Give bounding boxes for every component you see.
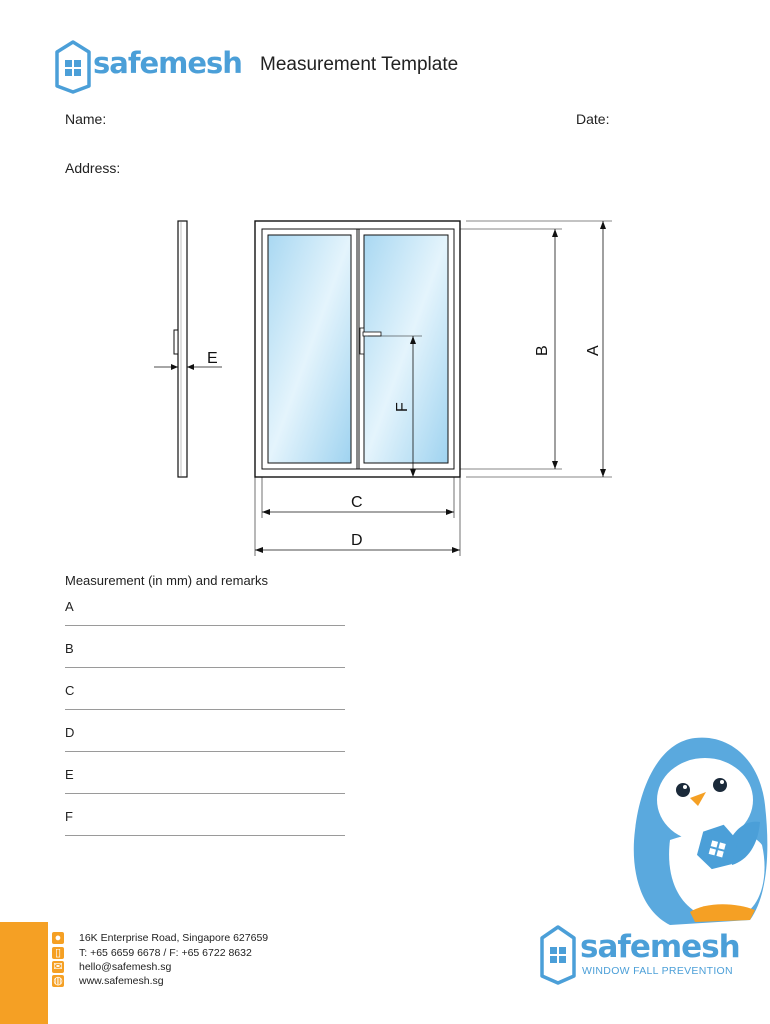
logo-text: safemesh [93, 46, 242, 80]
name-label: Name: [65, 111, 107, 127]
phone-icon: ▯ [52, 947, 64, 959]
page-title: Measurement Template [260, 54, 459, 75]
footer-accent-bar [0, 922, 48, 1024]
address-label: Address: [65, 160, 121, 176]
measurement-line-f[interactable] [65, 835, 345, 836]
measurement-heading: Measurement (in mm) and remarks [65, 573, 268, 588]
label-a: A [585, 345, 602, 356]
footer-logo [540, 925, 755, 990]
measurement-label-b: B [65, 641, 74, 656]
measurement-label-d: D [65, 725, 75, 740]
globe-icon: ◍ [53, 975, 63, 987]
measurement-label-e: E [65, 767, 74, 782]
window-frame [255, 221, 460, 477]
footer-logo-tagline: WINDOW FALL PREVENTION [582, 965, 733, 977]
label-c: C [351, 494, 363, 511]
footer-logo-text: safemesh [580, 929, 740, 965]
email-icon: ✉ [53, 961, 63, 973]
penguin-mascot [610, 730, 770, 930]
measurement-line-c[interactable] [65, 709, 345, 710]
measurement-label-a: A [65, 599, 74, 614]
label-d: D [351, 532, 363, 549]
measurement-label-c: C [65, 683, 75, 698]
footer-website[interactable]: www.safemesh.sg [79, 975, 164, 987]
measurement-line-b[interactable] [65, 667, 345, 668]
label-e: E [207, 350, 218, 367]
side-profile [154, 221, 222, 477]
house-icon [540, 925, 576, 985]
location-pin-icon: ● [52, 932, 64, 944]
label-f: F [394, 402, 411, 412]
footer-email[interactable]: hello@safemesh.sg [79, 961, 172, 973]
label-b: B [534, 345, 551, 356]
footer-phone: T: +65 6659 6678 / F: +65 6722 8632 [79, 947, 252, 959]
date-label: Date: [576, 111, 610, 127]
footer-address: 16K Enterprise Road, Singapore 627659 [79, 932, 269, 944]
measurement-line-a[interactable] [65, 625, 345, 626]
measurement-line-e[interactable] [65, 793, 345, 794]
measurement-line-d[interactable] [65, 751, 345, 752]
measurement-label-f: F [65, 809, 73, 824]
